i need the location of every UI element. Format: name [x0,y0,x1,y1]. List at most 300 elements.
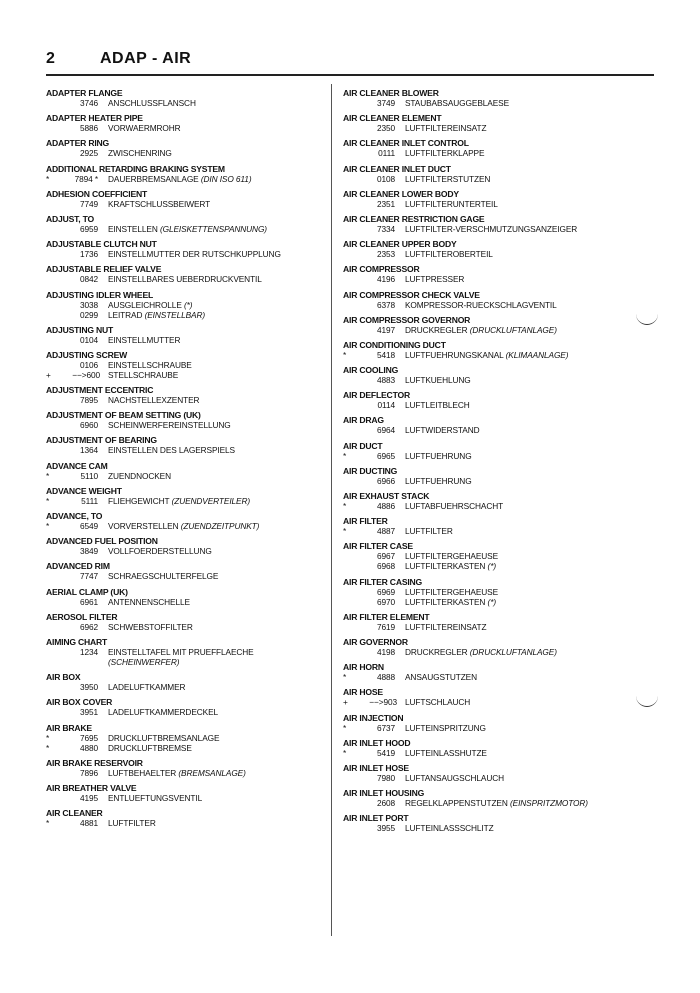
translation-text-group [405,451,472,461]
page-title: ADAP - AIR [100,50,192,67]
entry-code: 2351 [376,198,395,209]
translation-line [46,199,336,209]
entry-term: AEROSOL FILTER [46,611,118,622]
entry-code: 3955 [376,823,395,834]
translation-text-group [108,571,218,581]
entry-term: AIR CLEANER INLET CONTROL [343,138,469,149]
dictionary-entry [343,713,633,733]
entry-code: 4198 [376,646,395,657]
entry-term: AIR HOSE [343,687,383,698]
entry-term: AIR FILTER [343,516,388,527]
entry-term: AIR COMPRESSOR [343,264,420,275]
translation-text: NACHSTELLEXZENTER [108,395,200,406]
translation-line [46,123,336,133]
translation-text-group [405,773,504,783]
translation-text-group [405,672,477,682]
page-number: 2 [46,50,55,67]
translation-line [343,325,633,335]
entry-mark: * [46,173,50,184]
translation-text-group [405,174,490,184]
entry-term: AERIAL CLAMP (UK) [46,586,128,597]
translation-text-group [405,748,487,758]
entry-code: 2925 [79,148,98,159]
entry-code: 6961 [79,596,98,607]
entry-code: 5110 [80,470,98,481]
translation-text: LUFTEINSPRITZUNG [405,722,486,733]
entry-mark: + [46,369,51,380]
entry-term: ADJUSTABLE RELIEF VALVE [46,264,162,275]
dictionary-entry [46,783,336,803]
entry-code: 4196 [376,274,395,285]
translation-line [343,551,633,561]
dictionary-entry [46,189,336,209]
dictionary-entry [343,164,633,184]
translation-line [343,748,633,758]
dictionary-entry [343,365,633,385]
dictionary-entry [46,113,336,133]
entry-term: AIR DUCTING [343,465,398,476]
dictionary-entry [343,88,633,108]
translation-line [343,501,633,511]
entry-term: AIR BOX COVER [46,697,113,708]
translation-text: LUFTFILTER [405,526,453,537]
dictionary-entry [343,290,633,310]
translation-text: REGELKLAPPENSTUTZEN [405,798,508,809]
translation-text: STELLSCHRAUBE [108,369,179,380]
translation-line [46,224,336,234]
entry-term: ADAPTER HEATER PIPE [46,113,143,124]
entry-term: ADJUSTING SCREW [46,349,128,360]
translation-line [343,350,633,360]
entry-mark: * [46,742,50,753]
translation-text: ANSCHLUSSFLANSCH [108,98,196,108]
translation-text-group [405,199,498,209]
dictionary-entry [46,808,336,828]
translation-line [343,274,633,284]
dictionary-entry [343,687,633,707]
translation-line [46,657,336,667]
translation-line [46,335,336,345]
translation-line [46,546,336,556]
entry-term: AIR INLET HOUSING [343,788,425,799]
translation-line [46,768,336,778]
translation-qualifier: (GLEISKETTENSPANNUNG) [159,223,267,234]
entry-term: AIR BRAKE RESERVOIR [46,757,143,768]
dictionary-entry [343,637,633,657]
entry-code: 1234 [79,646,98,657]
translation-text: LUFTFILTERGEHAEUSE [405,586,499,597]
translation-text: STAUBABSAUGGEBLAESE [405,98,509,108]
translation-line [343,174,633,184]
entry-term: AIR DUCT [343,440,383,451]
entry-code: 0106 [79,359,98,370]
dictionary-entry [46,325,336,345]
translation-text: EINSTELLEN DES LAGERSPIELS [108,445,235,456]
right-column [343,88,633,838]
translation-text-group [108,743,192,753]
translation-text-group [108,395,199,405]
entry-code: 4880 [79,742,98,753]
translation-qualifier: (ZUENDZEITPUNKT) [180,521,260,531]
translation-qualifier: (DRUCKLUFTANLAGE) [469,324,557,335]
translation-text-group [108,445,235,455]
dictionary-entry [343,662,633,682]
entry-mark: * [46,470,50,481]
entry-term: AIR BREATHER VALVE [46,782,137,793]
dictionary-entry [343,466,633,486]
entry-term: ADJUSTING IDLER WHEEL [46,289,154,300]
translation-text: VOLLFOERDERSTELLUNG [108,546,212,557]
dictionary-entry [46,637,336,667]
entry-mark: * [343,526,347,537]
translation-line [343,823,633,833]
translation-line [46,707,336,717]
translation-text: EINSTELLSCHRAUBE [108,359,192,370]
entry-code: 2353 [376,249,395,260]
entry-code: 6959 [79,223,98,234]
translation-text: EINSTELLMUTTER DER RUTSCHKUPPLUNG [108,249,281,260]
translation-text-group [108,310,205,320]
entry-code: 7695 [79,732,98,743]
translation-text-group [405,476,472,486]
entry-mark: * [46,521,50,531]
dictionary-entry [343,415,633,435]
translation-line [46,445,336,455]
entry-code: 0114 [377,400,395,411]
translation-text-group [108,174,252,184]
translation-text-group [108,496,250,506]
entry-term: ADVANCE, TO [46,511,103,521]
translation-text: LUFTFILTERKASTEN [405,596,486,607]
entry-code: 4195 [79,792,98,803]
entry-term: ADVANCE CAM [46,460,108,471]
translation-text: EINSTELLTAFEL MIT PRUEFFLAECHE [108,646,254,657]
dictionary-entry [46,697,336,717]
translation-line [343,587,633,597]
entry-code: 6964 [376,425,395,436]
entry-term: AIR FILTER ELEMENT [343,611,430,622]
translation-text-group [405,224,577,234]
translation-text-group [108,733,219,743]
translation-text: LUFTEINLASSSCHLITZ [405,823,494,834]
entry-code: 4197 [376,324,395,335]
translation-qualifier: (EINSTELLBAR) [144,309,206,320]
dictionary-entry [46,561,336,581]
entry-term: AIR INJECTION [343,712,404,723]
translation-text: LADELUFTKAMMERDECKEL [108,707,219,718]
translation-line [343,798,633,808]
translation-text-group [108,471,171,481]
translation-line [46,98,336,108]
translation-text-group [405,798,588,808]
entry-mark: * [343,450,347,461]
dictionary-entry [46,612,336,632]
translation-line [46,420,336,430]
translation-text-group [405,526,453,536]
header-rule [46,74,654,76]
entry-term: ADJUSTMENT OF BEARING [46,435,157,446]
entry-term: AIR BRAKE [46,722,92,733]
dictionary-entry [343,138,633,158]
translation-qualifier: (ZUENDVERTEILER) [171,495,251,506]
entry-code: 7334 [376,223,395,234]
translation-text: DRUCKLUFTBREMSANLAGE [108,732,220,743]
translation-text-group [405,561,496,571]
translation-text: LUFTFILTER-VERSCHMUTZUNGSANZEIGER [405,223,578,234]
dictionary-entry [343,577,633,607]
translation-line [343,597,633,607]
translation-text: LUFTFILTERGEHAEUSE [405,551,499,562]
entry-mark: * [343,501,347,511]
entry-term: AIR DEFLECTOR [343,390,410,401]
translation-text: LUFTKUEHLUNG [405,375,471,386]
translation-line [343,476,633,486]
entry-term: AIR FILTER CASE [343,541,413,552]
entry-term: AIR FILTER CASING [343,576,423,587]
translation-text: EINSTELLBARES UEBERDRUCKVENTIL [108,274,262,285]
translation-line [343,561,633,571]
translation-text-group [405,587,498,597]
translation-text: LUFTFILTEREINSATZ [405,621,487,632]
dictionary-entry [343,813,633,833]
dictionary-entry [343,738,633,758]
translation-text: VORWAERMROHR [108,123,181,134]
entry-code: 6966 [376,475,395,486]
entry-term: ADJUSTING NUT [46,324,114,335]
translation-text-group [405,148,484,158]
translation-text-group [108,682,185,692]
translation-line [46,647,336,657]
translation-text-group [108,98,196,108]
entry-code: 4883 [376,375,395,386]
dictionary-entry [46,214,336,234]
translation-text: SCHEINWERFEREINSTELLUNG [108,420,231,431]
dictionary-entry [46,88,336,108]
entry-code: 7894 * [74,173,98,184]
entry-code: 4888 [376,672,395,683]
dictionary-entry [46,758,336,778]
translation-line [46,360,336,370]
translation-text: ENTLUEFTUNGSVENTIL [108,792,203,803]
entry-term: ADVANCE WEIGHT [46,485,122,496]
entry-term: ADAPTER FLANGE [46,88,123,98]
dictionary-entry [46,511,336,531]
translation-text: EINSTELLMUTTER [108,334,181,345]
entry-code: 6968 [376,561,395,572]
dictionary-entry [46,290,336,320]
translation-line [343,647,633,657]
entry-code: 6970 [376,596,395,607]
dictionary-entry [343,239,633,259]
translation-qualifier: (KLIMAANLAGE) [505,349,569,360]
translation-line [46,733,336,743]
entry-code: 6737 [376,722,395,733]
translation-text-group [108,224,267,234]
entry-term: AIR HORN [343,662,384,673]
entry-code: 3950 [79,682,98,693]
translation-text: VORVERSTELLEN [108,521,179,531]
entry-code: 6960 [79,420,98,431]
entry-code: 3746 [79,98,98,108]
translation-line [343,425,633,435]
entry-code: 5419 [376,747,395,758]
entry-term: AIR COOLING [343,365,399,376]
entry-code: 0299 [79,309,98,320]
translation-line [343,98,633,108]
translation-qualifier: (BREMSANLAGE) [178,767,246,778]
translation-text-group [405,274,464,284]
entry-code: 5418 [376,349,395,360]
translation-text-group [108,521,259,531]
translation-line [46,148,336,158]
dictionary-entry [343,788,633,808]
entry-term: ADVANCED FUEL POSITION [46,536,158,547]
translation-text: LUFTFILTEREINSATZ [405,123,487,134]
entry-term: AIR CLEANER BLOWER [343,88,439,98]
entry-term: AIR CLEANER ELEMENT [343,113,442,124]
translation-line [46,818,336,828]
dictionary-entry [343,491,633,511]
left-column [46,88,336,833]
entry-mark: * [46,495,50,506]
dictionary-entry [46,461,336,481]
dictionary-entry [343,113,633,133]
dictionary-entry [343,612,633,632]
entry-code: 7747 [79,571,98,582]
entry-term: AIR CONDITIONING DUCT [343,339,446,350]
dictionary-entry [46,435,336,455]
entry-code: 2350 [376,123,395,134]
entry-code: 6549 [79,521,98,531]
dictionary-entry [343,189,633,209]
entry-code: 7619 [376,621,395,632]
translation-line [343,672,633,682]
entry-code: 7896 [79,767,98,778]
margin-mark [636,312,658,325]
translation-text: LUFTFILTERSTUTZEN [405,173,491,184]
translation-text: LUFTABFUEHRSCHACHT [405,501,504,511]
translation-text-group [108,420,231,430]
translation-qualifier: (SCHEINWERFER) [108,656,180,667]
translation-text: DRUCKLUFTBREMSE [108,742,192,753]
translation-text: FLIEHGEWICHT [108,495,170,506]
dictionary-entry [46,385,336,405]
entry-code: 4887 [376,526,395,537]
entry-mark: + [343,697,348,708]
translation-line [343,451,633,461]
translation-text-group [108,793,202,803]
entry-term: AIR BOX [46,672,81,683]
dictionary-entry [46,138,336,158]
translation-text: LUFTWIDERSTAND [405,425,480,436]
entry-code: 7980 [376,772,395,783]
translation-text-group [108,818,156,828]
translation-text-group [405,400,470,410]
translation-qualifier: (*) [487,596,496,607]
entry-code: 0108 [376,173,395,184]
translation-text-group [108,647,254,657]
translation-text-group [405,375,471,385]
translation-line [46,793,336,803]
entry-code: 4886 [376,501,395,511]
translation-text-group [405,300,557,310]
translation-text: SCHRAEGSCHULTERFELGE [108,571,219,582]
translation-text-group [405,823,494,833]
entry-term: AIR INLET PORT [343,813,409,824]
entry-term: AIR CLEANER LOWER BODY [343,188,459,199]
translation-qualifier: (DIN ISO 611) [200,173,252,184]
translation-text: LUFTFILTERKASTEN [405,561,486,572]
translation-line [46,471,336,481]
translation-text-group [405,123,486,133]
translation-line [46,310,336,320]
translation-line [46,370,336,380]
translation-line [46,300,336,310]
dictionary-entry [343,441,633,461]
entry-term: AIR CLEANER [46,808,103,819]
dictionary-entry [343,390,633,410]
translation-text-group [108,546,212,556]
entry-code: 7895 [79,395,98,406]
translation-line [46,174,336,184]
entry-code: 6378 [376,299,395,310]
entry-term: ADJUSTMENT ECCENTRIC [46,385,154,396]
translation-text-group [108,148,172,158]
dictionary-entry [46,536,336,556]
dictionary-entry [46,672,336,692]
entry-term: AIR COMPRESSOR CHECK VALVE [343,289,480,300]
translation-text-group [108,123,181,133]
page-header [46,50,336,72]
translation-text: DAUERBREMSANLAGE [108,173,199,184]
entry-term: AIR EXHAUST STACK [343,491,430,501]
translation-text: LUFTPRESSER [405,274,465,285]
translation-text: LUFTFUEHRUNG [405,475,472,486]
entry-code: 4881 [79,818,98,829]
translation-text-group [405,723,486,733]
margin-mark [636,694,658,707]
translation-text-group [108,622,193,632]
translation-text: ZWISCHENRING [108,148,172,159]
dictionary-entry [343,516,633,536]
dictionary-entry [46,410,336,430]
dictionary-entry [46,350,336,380]
translation-qualifier: (DRUCKLUFTANLAGE) [469,646,557,657]
translation-text-group [108,335,180,345]
translation-text: LUFTBEHAELTER [108,767,177,778]
dictionary-entry [343,214,633,234]
translation-text-group [108,657,179,667]
translation-text: EINSTELLEN [108,223,158,234]
translation-text-group [405,551,498,561]
dictionary-entry [46,587,336,607]
translation-line [46,597,336,607]
entry-term: ADJUST, TO [46,213,94,224]
entry-term: AIMING CHART [46,636,108,647]
entry-term: AIR DRAG [343,415,384,426]
entry-term: AIR INLET HOOD [343,737,411,748]
translation-text: KRAFTSCHLUSSBEIWERT [108,198,211,209]
translation-qualifier: (*) [183,299,193,310]
translation-text: LUFTEINLASSHUTZE [405,747,487,758]
entry-code: 0104 [79,334,98,345]
translation-text-group [405,425,480,435]
translation-text: LUFTFILTEROBERTEIL [405,249,493,260]
translation-text-group [108,300,192,310]
dictionary-entry [46,264,336,284]
entry-code: 3951 [79,707,98,718]
translation-text-group [405,697,470,707]
